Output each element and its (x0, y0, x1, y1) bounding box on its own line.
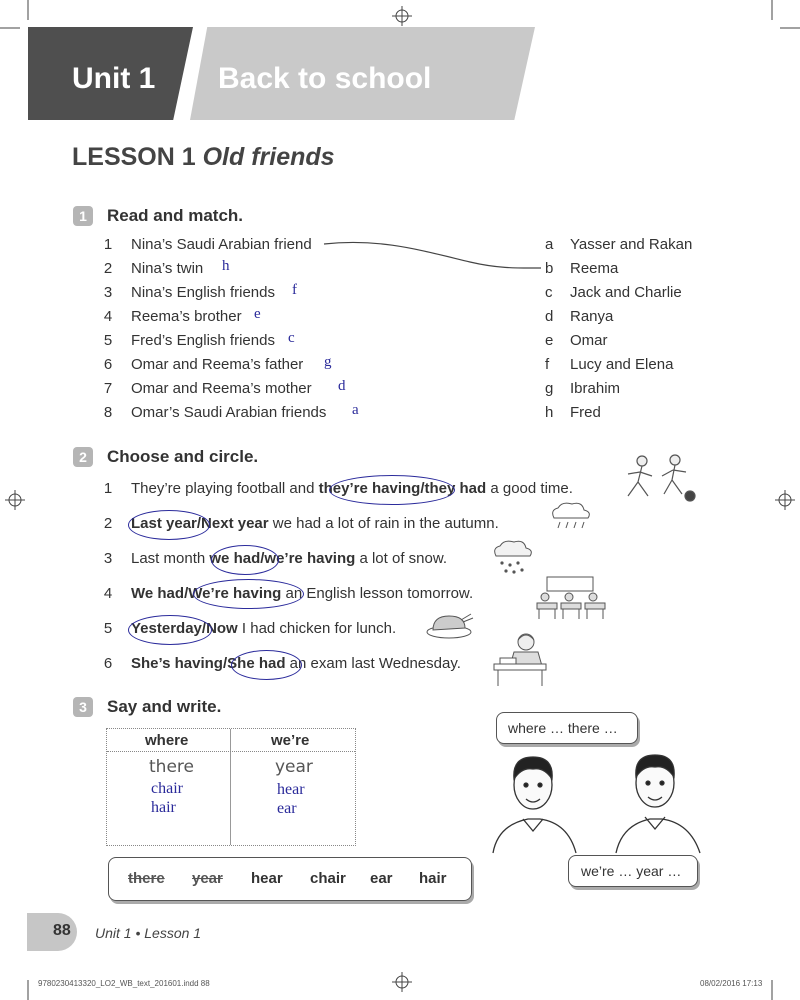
match-right-text: Yasser and Rakan (570, 236, 693, 253)
match-left-number: 6 (103, 356, 113, 373)
answer-circle-mark (329, 475, 455, 505)
classroom-icon (533, 575, 608, 623)
answer-were-1[interactable]: hear (277, 781, 305, 798)
word-sort-table (106, 728, 356, 846)
circle-option-1[interactable]: we had (209, 550, 261, 567)
match-left-number: 8 (103, 404, 113, 421)
word-box-word: chair (310, 870, 346, 887)
example-word-were: year (275, 757, 313, 777)
circle-separator: / (420, 480, 425, 497)
match-right-letter: c (545, 284, 553, 301)
circle-option-1[interactable]: She’s having (131, 655, 223, 672)
exercise-1-instruction: Read and match. (107, 206, 244, 225)
match-right-text: Ranya (570, 308, 614, 325)
match-right-text: Reema (570, 260, 619, 277)
match-answer[interactable]: c (288, 330, 295, 346)
exercise-2-instruction: Choose and circle. (107, 447, 259, 466)
speech-bubble-were (568, 855, 698, 887)
lesson-label: LESSON 1 (72, 143, 196, 171)
two-boys-illustration (488, 745, 708, 855)
match-right-letter: g (545, 380, 554, 397)
match-right-text: Omar (570, 332, 608, 349)
match-left-text: Omar and Reema’s mother (131, 380, 312, 397)
circle-item-number: 6 (103, 655, 113, 672)
match-left-number: 5 (103, 332, 113, 349)
circle-separator: / (196, 515, 202, 532)
answer-circle-mark (128, 510, 210, 540)
match-right-text: Jack and Charlie (570, 284, 682, 301)
match-left-number: 1 (103, 236, 113, 253)
match-answer[interactable]: h (222, 258, 230, 274)
match-answer[interactable]: d (338, 378, 346, 394)
circle-item-post: an English lesson tomorrow. (281, 585, 474, 602)
match-right-letter: f (545, 356, 550, 373)
word-box-word: hear (251, 870, 283, 887)
circle-item-number: 2 (103, 515, 113, 532)
match-answer[interactable]: f (292, 282, 297, 298)
exercise-3-badge: 3 (73, 697, 93, 717)
football-players-icon (620, 452, 705, 502)
circle-item-number: 5 (103, 620, 113, 637)
answer-where-1[interactable]: chair (151, 780, 183, 797)
match-left-text: Nina’s English friends (131, 284, 275, 301)
student-exam-icon (490, 630, 550, 688)
unit-label: Unit 1 (72, 62, 156, 95)
circle-option-2[interactable]: they had (424, 480, 487, 497)
match-left-number: 7 (103, 380, 113, 397)
roast-chicken-icon (425, 610, 477, 644)
match-right-text: Lucy and Elena (570, 356, 674, 373)
match-left-text: Reema’s brother (131, 308, 242, 325)
match-left-text: Nina’s Saudi Arabian friend (131, 236, 312, 253)
circle-option-1[interactable]: Last year (131, 515, 197, 532)
page-number-tab (27, 913, 77, 951)
unit-title: Back to school (218, 62, 432, 95)
match-answer[interactable]: e (254, 306, 261, 322)
match-left-number: 2 (103, 260, 113, 277)
circle-item-number: 1 (103, 480, 113, 497)
match-left-text: Fred’s English friends (131, 332, 275, 349)
print-slug-file: 9780230413320_LO2_WB_text_201601.indd 88 (38, 979, 210, 988)
match-left-text: Omar’s Saudi Arabian friends (131, 404, 327, 421)
circle-item-number: 3 (103, 550, 113, 567)
match-right-letter: a (545, 236, 554, 253)
match-right-text: Fred (570, 404, 601, 421)
word-box-word: there (128, 870, 165, 887)
circle-item-post: we had a lot of rain in the autumn. (268, 515, 499, 532)
answer-circle-mark (211, 545, 279, 575)
exercise-3-instruction: Say and write. (107, 697, 222, 716)
circle-option-2[interactable]: we’re having (264, 550, 356, 567)
speech-bubble-where (496, 712, 638, 744)
answer-circle-mark (193, 579, 304, 609)
answer-circle-mark (128, 615, 212, 645)
match-left-text: Omar and Reema’s father (131, 356, 304, 373)
snow-cloud-icon (488, 538, 540, 578)
answer-were-2[interactable]: ear (277, 800, 297, 817)
circle-option-2[interactable]: Next year (201, 515, 269, 532)
match-right-letter: b (545, 260, 554, 277)
circle-separator: / (201, 620, 207, 637)
circle-item-post: a good time. (486, 480, 573, 497)
match-right-letter: e (545, 332, 554, 349)
circle-separator: / (184, 585, 189, 602)
word-box-word: hair (419, 870, 447, 887)
circle-item-number: 4 (103, 585, 113, 602)
rain-cloud-icon (546, 500, 594, 534)
circle-option-1[interactable]: they’re having (318, 480, 421, 497)
match-answer[interactable]: g (324, 354, 332, 370)
speech-bubble-were-text: we’re … year … (581, 863, 682, 879)
match-right-text: Ibrahim (570, 380, 621, 397)
word-box-word: year (192, 870, 223, 887)
column-header-where: where (145, 732, 189, 749)
exercise-2-badge: 2 (73, 447, 93, 467)
match-answer[interactable]: a (352, 402, 359, 418)
circle-option-1[interactable]: Yesterday (131, 620, 202, 637)
circle-item-pre: Last month (131, 550, 210, 567)
match-right-letter: h (545, 404, 554, 421)
circle-option-1[interactable]: We had (131, 585, 185, 602)
column-header-were: we’re (271, 732, 310, 749)
circle-item-pre: They’re playing football and (131, 480, 319, 497)
match-left-text: Nina’s twin (131, 260, 204, 277)
circle-item-post: a lot of snow. (355, 550, 448, 567)
match-left-number: 4 (103, 308, 113, 325)
match-right-letter: d (545, 308, 554, 325)
circle-option-2[interactable]: She had (227, 655, 286, 672)
lesson-title: Old friends (202, 143, 335, 171)
speech-bubble-where-text: where … there … (508, 720, 618, 736)
answer-circle-mark (231, 650, 302, 680)
answer-where-2[interactable]: hair (151, 799, 176, 816)
circle-item-post: I had chicken for lunch. (237, 620, 397, 637)
circle-separator: / (222, 655, 228, 672)
circle-option-2[interactable]: We’re having (188, 585, 282, 602)
circle-separator: / (260, 550, 265, 567)
circle-option-2[interactable]: Now (206, 620, 238, 637)
example-word-where: there (149, 757, 194, 777)
match-left-number: 3 (103, 284, 113, 301)
footer-label: Unit 1 • Lesson 1 (95, 925, 202, 941)
circle-item-post: an exam last Wednesday. (285, 655, 461, 672)
exercise-1-badge: 1 (73, 206, 93, 226)
word-box-word: ear (370, 870, 393, 887)
print-slug-date: 08/02/2016 17:13 (700, 979, 763, 988)
page-number: 88 (53, 922, 71, 939)
